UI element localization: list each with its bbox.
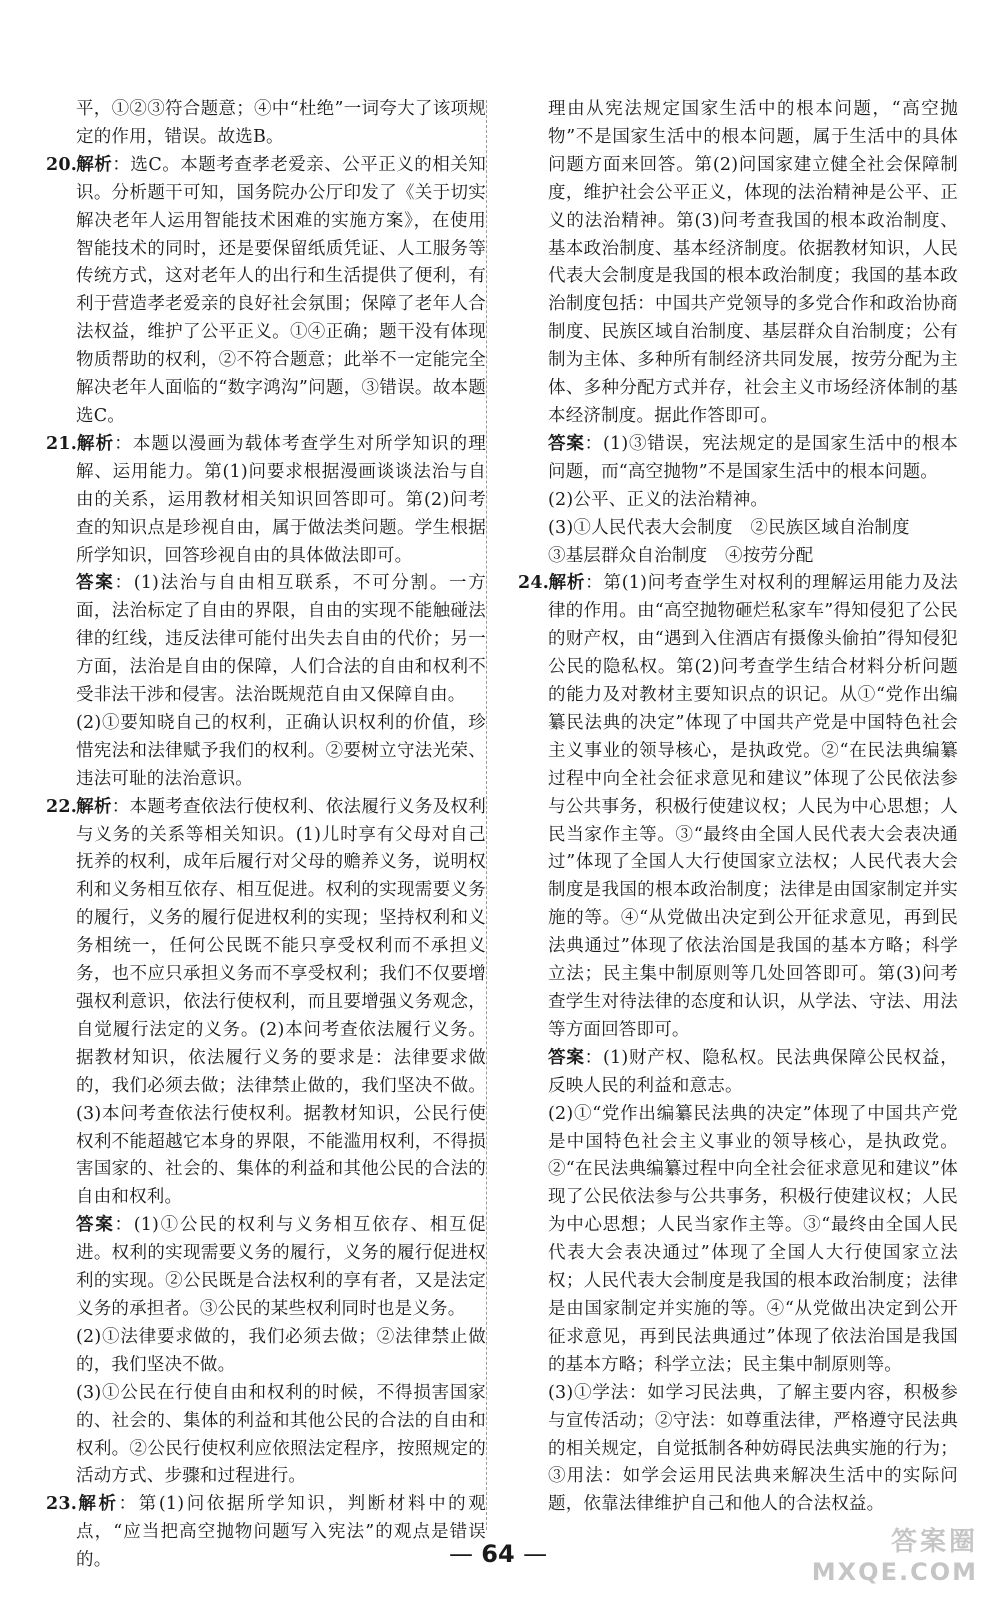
- answer-22-part-3: (3)①公民在行使自由和权利的时候，不得损害国家的、社会的、集体的利益和其他公民的合法的自由和权利。②公民行使权利应依照法定程序，按照规定的活动方式、步骤和过程进行。: [76, 1382, 486, 1487]
- page-number: 64: [481, 1540, 515, 1568]
- question-22: [46, 794, 486, 1213]
- answer-24-part-1: [518, 1045, 958, 1101]
- analysis-label: 解析: [76, 1494, 119, 1515]
- answer-23-part-3a: (3)①人民代表大会制度 ②民族区域自治制度: [548, 517, 910, 538]
- answer-24-part-3: (3)①学法：如学习民法典，了解主要内容，积极参与宣传活动；②守法：如尊重法律，严格遵守民法典的相关规定，自觉抵制各种妨碍民法典实施的行为；③用法：如学会运用民法典来解决生活中的实际问题，依靠法律维护自己和他人的合法权益。: [548, 1382, 958, 1515]
- question-number: 21.: [46, 433, 78, 454]
- continued-paragraph: 理由从宪法规定国家生活中的根本问题，“高空抛物”不是国家生活中的根本问题，属于生活中的具体问题方面来回答。第(2)问国家建立健全社会保障制度，维护社会公平正义，体现的法治精神是公平、正义的法治精神。第(3)问考查我国的根本政治制度、基本政治制度、基本经济制度。依据教材知识，人民代表大会制度是我国的根本政治制度；我国的基本政治制度包括：中国共产党领导的多党合作和政治协商制度、民族区域自治制度、基层群众自治制度；公有制为主体、多种所有制经济共同发展，按劳分配为主体、多种分配方式并存，社会主义市场经济体制的基本经济制度。据此作答即可。: [548, 99, 958, 426]
- question-20: [46, 152, 486, 431]
- answer-label: 答案: [76, 573, 115, 594]
- answer-21-part-2: (2)①要知晓自己的权利，正确认识权利的价值，珍惜宪法和法律赋予我们的权利。②要树立守法光荣、违法可耻的法治意识。: [76, 712, 486, 789]
- analysis-text: ：选C。本题考查孝老爱亲、公平正义的相关知识。分析题干可知，国务院办公厅印发了《关于切实解决老年人运用智能技术困难的实施方案》，在使用智能技术的同时，还是要保留纸质凭证、人工服务等传统方式，这对老年人的出行和生活提供了便利，有利于营造孝老爱亲的良好社会氛围；保障了老年人合法权益，维护了公平正义。①④正确；题干没有体现物质帮助的权利，②不符合题意；此举不一定能完全解决老年人面临的“数字鸿沟”问题，③错误。故本题选C。: [76, 154, 487, 426]
- answer-23-part-1: [518, 431, 958, 487]
- answer-text: ：(1)财产权、隐私权。民法典保障公民权益，反映人民的利益和意志。: [548, 1047, 959, 1096]
- answer-text: ：(1)①公民的权利与义务相互依存、相互促进。权利的实现需要义务的履行，义务的履行促进权利的实现。②公民既是合法权利的享有者，又是法定义务的承担者。③公民的某些权利同时也是义务。: [76, 1215, 486, 1319]
- watermark-logo: [812, 1521, 978, 1586]
- answer-label: 答案: [548, 433, 585, 454]
- answer-23-part-2: (2)公平、正义的法治精神。: [548, 489, 769, 510]
- question-number: 22.: [46, 796, 78, 817]
- answer-21-part-1: [46, 570, 486, 710]
- question-number: 23.: [46, 1494, 78, 1515]
- analysis-label: 解析: [548, 573, 586, 594]
- left-column: [46, 96, 486, 1575]
- answer-23-part-3b: ③基层群众自治制度 ④按劳分配: [548, 545, 814, 566]
- question-number: 20.: [46, 154, 78, 175]
- analysis-text: ：本题考查依法行使权利、依法履行义务及权利与义务的关系等相关知识。(1)儿时享有父母对自己抚养的权利，成年后履行对父母的赡养义务，说明权利和义务相互依存、相互促进。权利的实现需要义务的履行，义务的履行促进权利的实现；坚持权利和义务相统一，任何公民既不能只享受权利而不承担义务，也不应只承担义务而不享受权利；我们不仅要增强权利意识，依法行使权利，而且要增强义务观念，自觉履行法定的义务。(2)本问考查依法履行义务。据教材知识，依法履行义务的要求是：法律要求做的，我们必须去做；法律禁止做的，我们坚决不做。(3)本问考查依法行使权利。据教材知识，公民行使权利不能超越它本身的界限，不能滥用权利，不得损害国家的、社会的、集体的利益和其他公民的合法的自由和权利。: [76, 796, 486, 1208]
- answer-label: 答案: [76, 1215, 115, 1236]
- footer-dash-left: —: [448, 1540, 473, 1568]
- question-number: 24.: [518, 573, 550, 594]
- footer-dash-right: —: [523, 1540, 548, 1568]
- right-column: [518, 96, 958, 1519]
- column-divider: [486, 100, 487, 1530]
- analysis-text: ：第(1)问依据所学知识，判断材料中的观点，“应当把高空抛物问题写入宪法”的观点是错误的。: [76, 1494, 486, 1571]
- question-24: [518, 570, 958, 1044]
- analysis-text: ：本题以漫画为载体考查学生对所学知识的理解、运用能力。第(1)问要求根据漫画谈谈法治与自由的关系，运用教材相关知识回答即可。第(2)问考查的知识点是珍视自由，属于做法类问题。学生根据所学知识，回答珍视自由的具体做法即可。: [76, 433, 487, 566]
- answer-label: 答案: [548, 1047, 585, 1068]
- analysis-label: 解析: [76, 433, 115, 454]
- analysis-text: ：第(1)问考查学生对权利的理解运用能力及法律的作用。由“高空抛物砸烂私家车”得知侵犯了公民的财产权，由“遇到入住酒店有摄像头偷拍”得知侵犯公民的隐私权。第(2)问考查学生结合材料分析问题的能力及对教材主要知识点的识记。从①“党作出编纂民法典的决定”体现了中国共产党是中国特色社会主义事业的领导核心，是执政党。②“在民法典编纂过程中向全社会征求意见和建议”体现了公民依法参与公共事务，积极行使建议权；人民为中心思想；人民当家作主等。③“最终由全国人民代表大会表决通过”体现了全国人大行使国家立法权；人民代表大会制度是我国的根本政治制度；法律是由国家制定并实施的等。④“从党做出决定到公开征求意见，再到民法典通过”体现了依法治国是我国的基本方略；科学立法；民主集中制原则等几处回答即可。第(3)问考查学生对待法律的态度和认识，从学法、守法、用法等方面回答即可。: [548, 573, 959, 1040]
- continued-paragraph: 平，①②③符合题意；④中“杜绝”一词夸大了该项规定的作用，错误。故选B。: [76, 99, 486, 147]
- watermark-line-1: 答案圈: [890, 1527, 978, 1557]
- analysis-label: 解析: [76, 796, 112, 817]
- analysis-label: 解析: [76, 154, 113, 175]
- answer-24-part-2: (2)①“党作出编纂民法典的决定”体现了中国共产党是中国特色社会主义事业的领导核心，是执政党。②“在民法典编纂过程中向全社会征求意见和建议”体现了公民依法参与公共事务，积极行使建议权；人民为中心思想；人民当家作主等。③“最终由全国人民代表大会表决通过”体现了全国人大行使国家立法权；人民代表大会制度是我国的根本政治制度；法律是由国家制定并实施的等。④“从党做出决定到公开征求意见，再到民法典通过”体现了依法治国是我国的基本方略；科学立法；民主集中制原则等。: [548, 1103, 958, 1375]
- watermark-line-2: MXQE.COM: [811, 1558, 978, 1586]
- question-21: [46, 431, 486, 571]
- answer-text: ：(1)③错误，宪法规定的是国家生活中的根本问题，而“高空抛物”不是国家生活中的根本问题。: [548, 433, 959, 482]
- answer-text: ：(1)法治与自由相互联系，不可分割。一方面，法治标定了自由的界限，自由的实现不能触碰法律的红线，违反法律可能付出失去自由的代价；另一方面，法治是自由的保障，人们合法的自由和权利不受非法干涉和侵害。法治既规范自由又保障自由。: [76, 573, 486, 706]
- answer-22-part-2: (2)①法律要求做的，我们必须去做；②法律禁止做的，我们坚决不做。: [76, 1326, 486, 1375]
- answer-22-part-1: [46, 1212, 486, 1324]
